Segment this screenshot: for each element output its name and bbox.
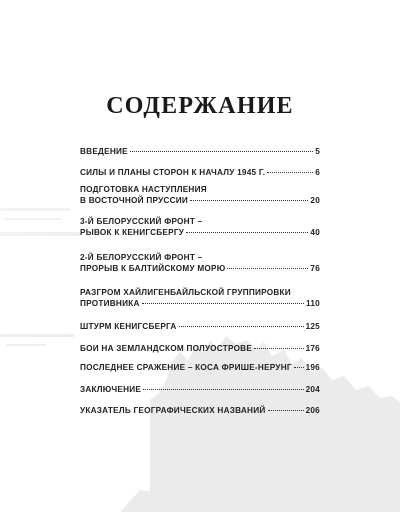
toc-page-number: 6 [315,168,320,177]
toc-entry-line [80,195,320,206]
dot-leader [143,389,303,390]
toc-entry-line [80,405,320,416]
dot-leader [268,410,304,411]
toc-entry-title: 3-Й БЕЛОРУССКИЙ ФРОНТ – [80,217,203,226]
toc-page-number: 5 [315,147,320,156]
toc-entry-line [80,146,320,157]
toc-entry-title: 2-Й БЕЛОРУССКИЙ ФРОНТ – [80,253,203,262]
toc-entry[interactable] [80,362,320,373]
toc-entry[interactable] [80,146,320,157]
toc-entry[interactable] [80,384,320,395]
toc-entry[interactable] [80,405,320,416]
toc-entry[interactable] [80,287,320,309]
toc-entry-line [80,167,320,178]
toc-entry-title: УКАЗАТЕЛЬ ГЕОГРАФИЧЕСКИХ НАЗВАНИЙ [80,406,266,415]
toc-entry-line [80,384,320,395]
toc-entry[interactable] [80,216,320,238]
dot-leader [267,172,313,173]
toc-entry-title: ЗАКЛЮЧЕНИЕ [80,385,142,394]
toc-entry[interactable] [80,167,320,178]
toc-entry[interactable] [80,184,320,206]
dot-leader [190,200,308,201]
toc-page-number: 76 [310,264,320,273]
dot-leader [130,151,313,152]
dot-leader [186,232,308,233]
toc-page-number: 176 [305,344,320,353]
toc-entry-title: ПРОТИВНИКА [80,299,140,308]
toc-entry-line [80,362,320,373]
toc-entry-title: В ВОСТОЧНОЙ ПРУССИИ [80,196,189,205]
toc-entry[interactable] [80,321,320,332]
toc-entry-title: ШТУРМ КЕНИГСБЕРГА [80,322,177,331]
toc-entry-title: ПОДГОТОВКА НАСТУПЛЕНИЯ [80,185,207,194]
toc-page-number: 125 [305,322,320,331]
toc-page-number: 110 [306,299,320,308]
toc-page-number: 204 [305,385,320,394]
dot-leader [142,303,304,304]
toc-entry-title: ВВЕДЕНИЕ [80,147,128,156]
toc-entry-line [80,227,320,238]
toc-entry-title: РАЗГРОМ ХАЙЛИГЕНБАЙЛЬСКОЙ ГРУППИРОВКИ [80,288,291,297]
toc-entry-line [80,343,320,354]
toc-entry-line [80,263,320,274]
toc-page-number: 20 [310,196,320,205]
dot-leader [294,367,304,368]
page-title: СОДЕРЖАНИЕ [106,93,294,119]
toc-entry-title: ПОСЛЕДНЕЕ СРАЖЕНИЕ – КОСА ФРИШЕ-НЕРУНГ [80,363,292,372]
toc-entry-title: РЫВОК К КЕНИГСБЕРГУ [80,228,185,237]
toc-entry[interactable] [80,252,320,274]
toc-entry-title: СИЛЫ И ПЛАНЫ СТОРОН К НАЧАЛУ 1945 Г. [80,168,266,177]
toc-page-number: 206 [305,406,320,415]
toc-page-number: 40 [310,228,320,237]
toc-entry-line [80,321,320,332]
toc-entry-title: ПРОРЫВ К БАЛТИЙСКОМУ МОРЮ [80,264,226,273]
dot-leader [179,326,304,327]
toc-page-number: 196 [305,363,320,372]
dot-leader [227,268,308,269]
dot-leader [254,348,304,349]
toc-entry-line [80,298,320,309]
toc-entry-title: БОИ НА ЗЕМЛАНДСКОМ ПОЛУОСТРОВЕ [80,344,253,353]
toc-entry[interactable] [80,343,320,354]
